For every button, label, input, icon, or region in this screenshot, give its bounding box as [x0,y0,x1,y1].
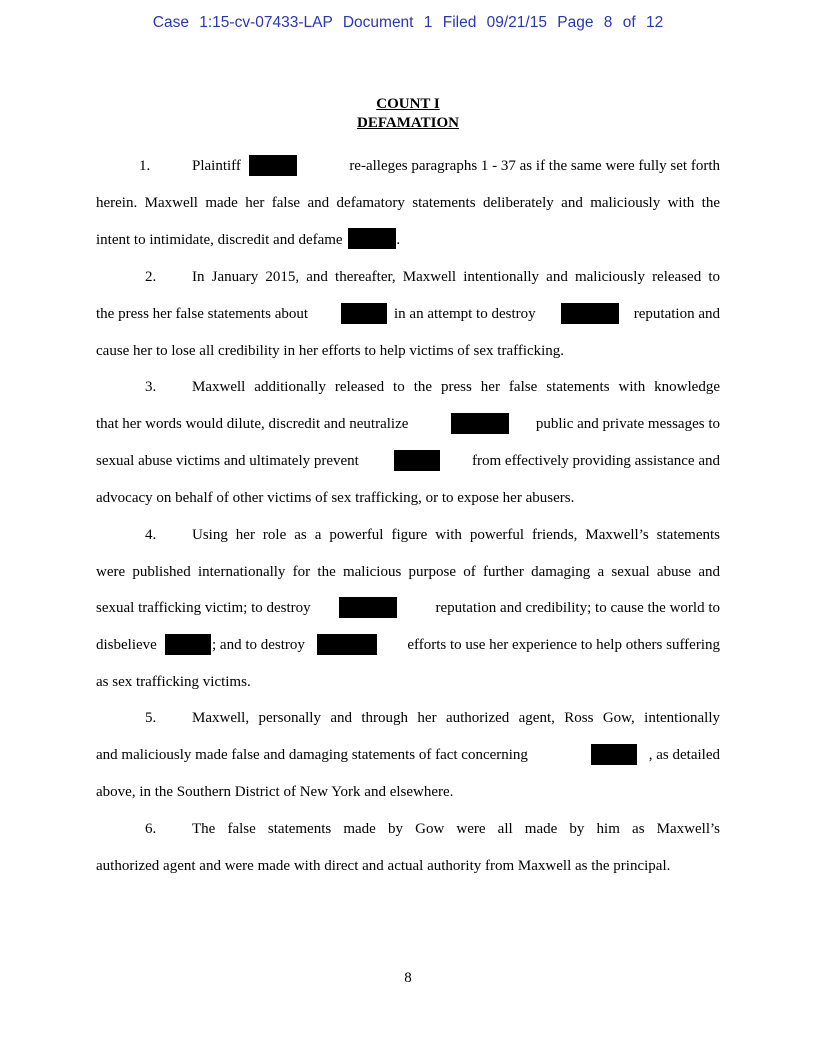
text: that her words would dilute, discredit and neutralize [96,416,409,432]
paragraph-4-line-3 [96,596,720,620]
redaction-box [317,634,377,655]
text: sexual trafficking victim; to destroy [96,600,311,616]
redaction-box [249,155,297,176]
redaction-box [341,303,387,324]
paragraph-4-line-5: as sex trafficking victims. [96,674,251,690]
text: Maxwell, personally and through her authorized agent, Ross Gow, intentionally [192,710,720,726]
paragraph-2-line-3: cause her to lose all credibility in her efforts to help victims of sex trafficking. [96,343,565,359]
count-title: COUNT I [376,96,440,112]
redaction-box [165,634,211,655]
filed-date: Filed 09/21/15 [442,14,547,31]
text: ; and to destroy [212,637,305,653]
text: efforts to use her experience to help others suffering [407,637,720,653]
text: The false statements made by Gow were all made by him as Maxwell’s [192,821,720,837]
text: reputation and credibility; to cause the world to [435,600,720,616]
paragraph-3-line-2 [96,412,720,436]
paragraph-number: 5. [145,710,157,726]
text: the press her false statements about [96,306,309,322]
text: public and private messages to [535,416,720,432]
text: disbelieve [96,637,157,653]
paragraph-6-line-2: authorized agent and were made with direct and actual authority from Maxwell as the principal. [96,858,671,874]
paragraph-3-line-1 [96,375,720,399]
text: re-alleges paragraphs 1 - 37 as if the same were fully set forth [349,158,720,174]
paragraph-number: 3. [145,379,157,395]
paragraph-4-line-2: were published internationally for the malicious purpose of further damaging a sexual abuse and [96,564,720,580]
paragraph-number: 2. [145,269,157,285]
paragraph-1-line-3 [96,228,720,252]
page-of: Page 8 of 12 [557,14,664,31]
redaction-box [339,597,397,618]
paragraph-2-line-2 [96,302,720,326]
text: Using her role as a powerful figure with powerful friends, Maxwell’s statements [192,527,720,543]
text: Maxwell additionally released to the press her false statements with knowledge [192,379,720,395]
paragraph-number: 4. [145,527,157,543]
text: Plaintiff [192,158,241,174]
redaction-box [394,450,440,471]
text: intent to intimidate, discredit and defame [96,232,343,248]
case-header [0,14,816,32]
text: reputation and [633,306,720,322]
page-number: 8 [404,970,412,986]
text: . [396,232,401,248]
document-number: Document 1 [342,14,433,31]
paragraph-4-line-4 [96,633,720,657]
case-number: Case 1:15-cv-07433-LAP [152,14,333,31]
paragraph-2-line-1 [96,265,720,289]
redaction-box [348,228,396,249]
paragraph-1-line-1 [96,154,720,178]
text: In January 2015, and thereafter, Maxwell intentionally and maliciously released to [192,269,720,285]
paragraph-4-line-1 [96,523,720,547]
paragraph-3-line-4: advocacy on behalf of other victims of sex trafficking, or to expose her abusers. [96,490,575,506]
paragraph-5-line-2 [96,743,720,767]
text: sexual abuse victims and ultimately prevent [96,453,359,469]
paragraph-1-line-2: herein. Maxwell made her false and defamatory statements deliberately and maliciously with the [96,195,720,211]
text: and maliciously made false and damaging statements of fact concerning [96,747,528,763]
paragraph-3-line-3 [96,449,720,473]
paragraph-number: 1. [139,158,151,174]
paragraph-6-line-1 [96,817,720,841]
text: from effectively providing assistance and [472,453,720,469]
paragraph-5-line-3: above, in the Southern District of New York and elsewhere. [96,784,454,800]
redaction-box [561,303,619,324]
redaction-box [451,413,509,434]
count-subtitle: DEFAMATION [357,115,459,131]
text: in an attempt to destroy [394,306,536,322]
paragraph-number: 6. [145,821,157,837]
text: , as detailed [648,747,720,763]
paragraph-5-line-1 [96,706,720,730]
redaction-box [591,744,637,765]
